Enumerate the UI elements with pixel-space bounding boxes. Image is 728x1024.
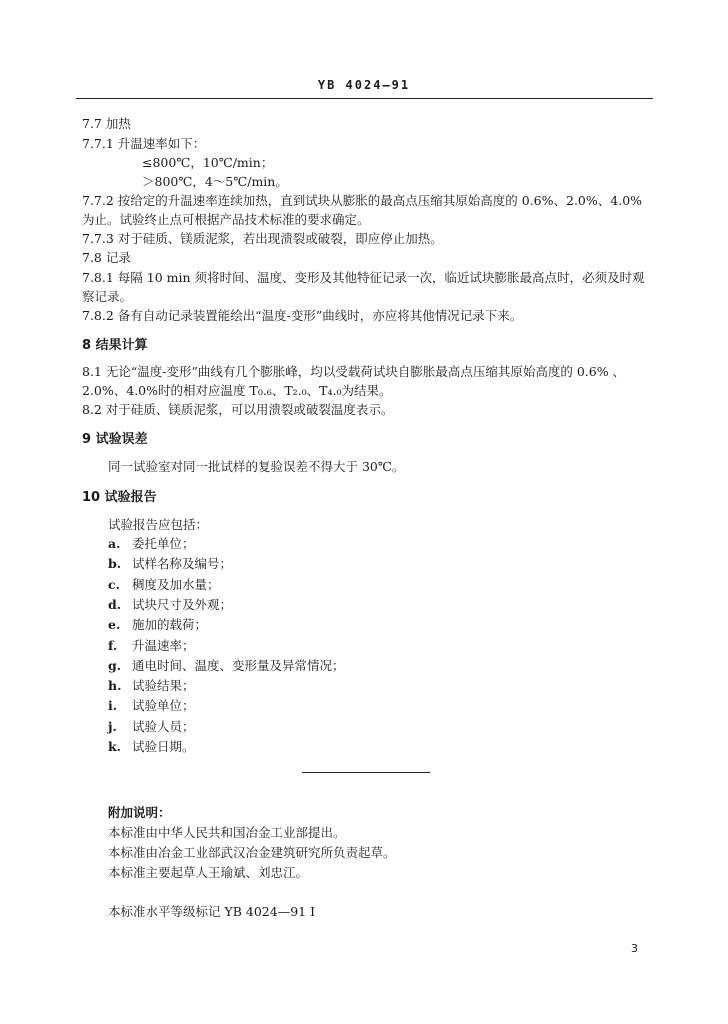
grade-mark: 本标准水平等级标记 YB 4024—91 I xyxy=(108,904,316,919)
header-rule xyxy=(76,98,653,99)
page-header-code: YB 4024—91 xyxy=(317,78,411,92)
report-item xyxy=(108,696,195,714)
rate-line-1: ≤800℃，10℃/min； xyxy=(142,155,274,170)
rate-line-2: ＞800℃，4～5℃/min。 xyxy=(142,174,288,189)
report-item-text: 升温速率； xyxy=(132,637,195,653)
section-8-1-line1: 8.1 无论“温度-变形”曲线有几个膨胀峰，均以受载荷试块自膨胀最高点压缩其原始高度的 0.6% 、 xyxy=(82,364,626,379)
report-item xyxy=(108,636,195,654)
report-item-letter: d. xyxy=(108,596,122,612)
section-7-8-1-line1: 7.8.1 每隔 10 min 须将时间、温度、变形及其他特征记录一次，临近试块膨胀最高点时，必须及时观 xyxy=(82,270,645,285)
page-number: 3 xyxy=(631,942,638,955)
report-item-text: 试验结果； xyxy=(132,678,195,694)
report-item-letter: h. xyxy=(108,678,122,694)
section-7-7-1: 7.7.1 升温速率如下： xyxy=(82,136,206,151)
report-item-text: 试样名称及编号； xyxy=(132,556,233,572)
report-item-letter: c. xyxy=(108,576,120,592)
report-item-text: 委托单位； xyxy=(132,536,195,551)
section-7-7-2-line1: 7.7.2 按给定的升温速率连续加热，直到试块从膨胀的最高点压缩其原始高度的 0.6%、2.0%、4.0% xyxy=(82,193,643,208)
report-item-letter: k. xyxy=(108,739,122,754)
section-7-7: 7.7 加热 xyxy=(82,116,131,131)
section-10-heading: 10 试验报告 xyxy=(82,490,157,505)
report-item-text: 试验单位； xyxy=(132,698,195,714)
appendix-divider xyxy=(302,772,430,773)
section-7-8: 7.8 记录 xyxy=(82,250,131,265)
report-item-letter: b. xyxy=(108,556,122,572)
section-7-8-1-line2: 察记录。 xyxy=(82,289,133,304)
report-item xyxy=(108,554,232,572)
section-8-2: 8.2 对于硅质、镁质泥浆，可以用溃裂或破裂温度表示。 xyxy=(82,402,394,417)
report-item-letter: e. xyxy=(108,617,121,633)
section-9-text: 同一试验室对同一批试样的复验误差不得大于 30℃。 xyxy=(108,459,405,474)
section-10-intro: 试验报告应包括： xyxy=(108,517,209,532)
report-item-letter: g. xyxy=(108,657,122,673)
report-item xyxy=(108,656,345,674)
section-7-8-2: 7.8.2 备有自动记录装置能绘出“温度-变形”曲线时，亦应将其他情况记录下来。 xyxy=(82,308,523,323)
report-item xyxy=(108,595,232,613)
report-item xyxy=(108,534,195,552)
section-8-1-line2: 2.0%、4.0%时的相对应温度 T₀.₆、T₂.₀、T₄.₀为结果。 xyxy=(82,383,392,398)
appendix-title: 附加说明： xyxy=(108,805,171,820)
report-item-text: 试块尺寸及外观； xyxy=(132,596,233,612)
report-item-text: 稠度及加水量； xyxy=(132,576,220,592)
report-item-text: 试验人员； xyxy=(132,718,195,734)
report-item-text: 试验日期。 xyxy=(132,739,195,754)
report-item-letter: i. xyxy=(108,698,118,714)
report-item xyxy=(108,717,195,735)
report-item xyxy=(108,676,195,694)
report-item-letter: a. xyxy=(108,536,121,551)
report-item-letter: f. xyxy=(108,637,118,653)
section-7-7-2-line2: 为止。试验终止点可根据产品技术标准的要求确定。 xyxy=(82,212,370,227)
report-item xyxy=(108,615,207,633)
report-item-letter: j. xyxy=(108,718,117,734)
report-item xyxy=(108,575,220,593)
section-9-heading: 9 试验误差 xyxy=(82,432,148,447)
section-7-7-3: 7.7.3 对于硅质、镁质泥浆，若出现溃裂或破裂，即应停止加热。 xyxy=(82,231,443,246)
report-item-text: 通电时间、温度、变形量及异常情况； xyxy=(132,657,345,673)
report-item xyxy=(108,737,195,755)
appendix-line-2: 本标准由冶金工业部武汉冶金建筑研究所负责起草。 xyxy=(108,845,396,860)
section-8-heading: 8 结果计算 xyxy=(82,338,148,353)
report-item-text: 施加的载荷； xyxy=(132,617,208,633)
appendix-line-1: 本标准由中华人民共和国冶金工业部提出。 xyxy=(108,825,346,840)
appendix-line-3: 本标准主要起草人王瑜斌、刘忠江。 xyxy=(108,865,309,880)
